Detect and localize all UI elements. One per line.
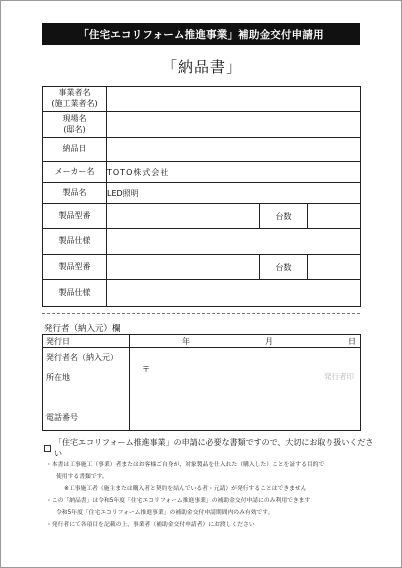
row-issue-date	[43, 335, 361, 348]
manufacturer-value: TOTO株式会社	[107, 162, 361, 183]
subsidy-banner: 「住宅エコリフォーム推進事業」補助金交付申請用	[42, 23, 360, 45]
document-title: 「納品書」	[161, 58, 242, 76]
issuer-table	[42, 334, 361, 431]
model-field-2[interactable]	[107, 255, 260, 280]
issuer-labels-cell	[43, 348, 130, 431]
delivery-date-field[interactable]	[107, 138, 361, 162]
cut-line	[42, 313, 360, 314]
row-site-name	[43, 112, 361, 138]
row-model-2	[43, 255, 361, 280]
model-label-2: 製品型番	[43, 255, 107, 280]
row-spec-2	[43, 280, 361, 307]
row-manufacturer	[43, 162, 361, 183]
delivery-date-label: 納品日	[43, 138, 107, 162]
notes-list	[46, 459, 366, 531]
business-name-label: 事業者名 (施工業者名)	[43, 87, 107, 112]
note-item: 使用する書類です。	[56, 474, 108, 480]
model-label-1: 製品型番	[43, 204, 107, 229]
issue-date-label: 発行日	[43, 335, 130, 348]
issuer-name-label: 発行者名（納入元）	[46, 353, 118, 362]
quantity-label-2: 台数	[260, 255, 308, 280]
checkbox-icon	[44, 445, 51, 452]
quantity-label-1: 台数	[260, 204, 308, 229]
row-business-name	[43, 87, 361, 112]
handling-notice	[44, 437, 374, 459]
business-name-field[interactable]	[107, 87, 361, 112]
manufacturer-label: メーカー名	[43, 162, 107, 183]
row-product-name	[43, 183, 361, 204]
note-item: ・発行者にて各項目を記載の上、事業者（補助金交付申請者）にお渡しください	[46, 522, 255, 528]
note-item: ・本書は工事施工（事業）者またはお客様ご自身が、対象製品を仕入れた（購入した）ことを証する目的で	[46, 462, 325, 468]
issue-date-field[interactable]	[130, 335, 361, 348]
product-name-label: 製品名	[43, 183, 107, 204]
day-label: 日	[348, 336, 356, 346]
issuer-seal-placeholder: 発行者印	[324, 372, 354, 381]
address-label: 所在地	[46, 373, 70, 382]
spec-field-1[interactable]	[107, 229, 361, 255]
spec-label-1: 製品仕様	[43, 229, 107, 255]
month-label: 月	[265, 336, 273, 346]
handling-notice-text: 「住宅エコリフォーム推進事業」の申請に必要な書類ですので、大切にお取り扱いください	[54, 438, 374, 458]
note-item: ※工事施工者（施主または購入者と契約を結んでいる者・元請）が発行することはできません	[64, 486, 307, 492]
spec-field-2[interactable]	[107, 280, 361, 307]
delivery-form-table	[42, 86, 361, 307]
model-field-1[interactable]	[107, 204, 260, 229]
row-issuer-details	[43, 348, 361, 431]
issuer-caption: 発行者（納入元）欄	[44, 324, 121, 334]
site-name-field[interactable]	[107, 112, 361, 138]
row-delivery-date	[43, 138, 361, 162]
spec-label-2: 製品仕様	[43, 280, 107, 307]
row-model-1	[43, 204, 361, 229]
phone-label: 電話番号	[46, 413, 78, 422]
product-name-value: LED照明	[107, 183, 361, 204]
row-spec-1	[43, 229, 361, 255]
quantity-field-2[interactable]	[308, 255, 361, 280]
quantity-field-1[interactable]	[308, 204, 361, 229]
postal-mark: 〒	[142, 365, 150, 374]
site-name-label: 現場名 (邸名)	[43, 112, 107, 138]
note-item: 令和5年度「住宅エコリフォーム推進事業」の補助金交付申請期間内のみ有効です。	[56, 510, 274, 516]
issuer-details-field[interactable]	[130, 348, 361, 431]
year-label: 年	[182, 336, 190, 346]
note-item: ・この「納品書」は令和5年度「住宅エコリフォーム推進事業」の補助金交付申請にのみ利用できます	[46, 498, 311, 504]
